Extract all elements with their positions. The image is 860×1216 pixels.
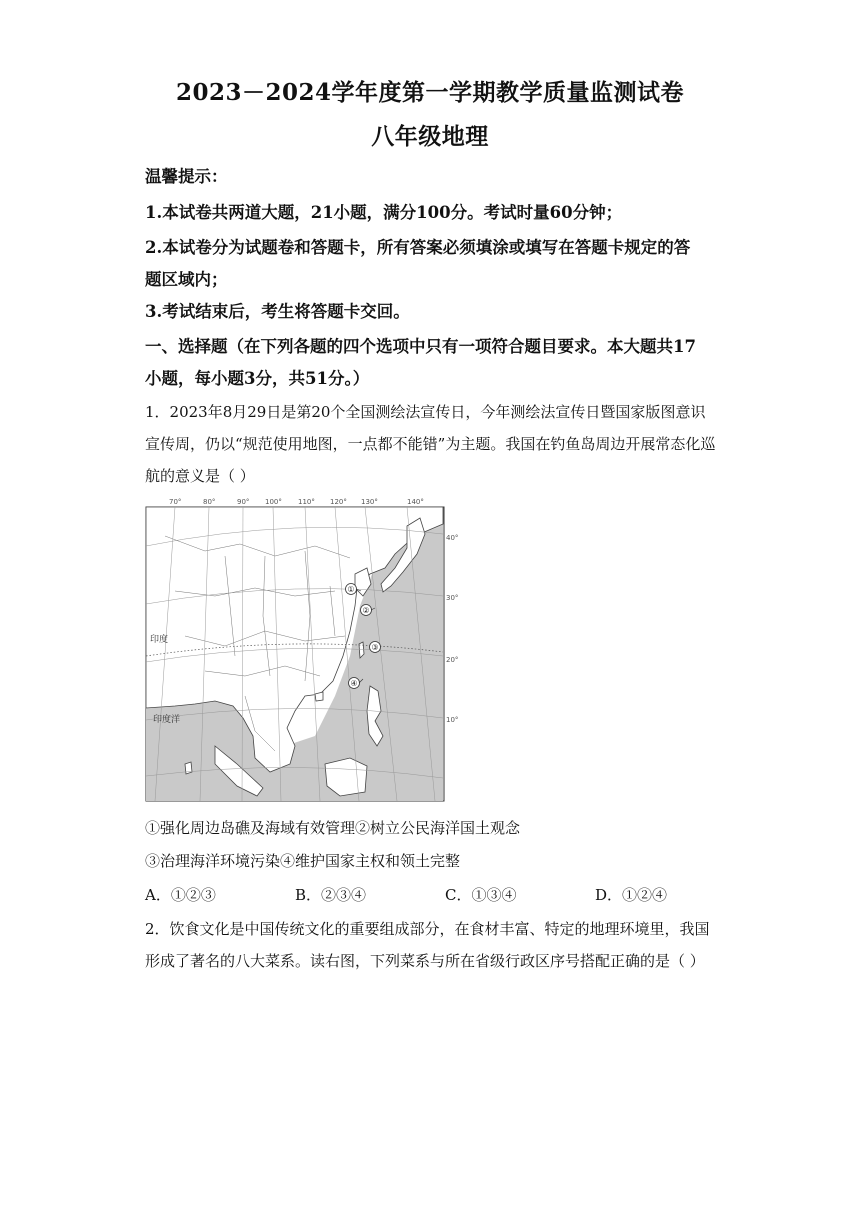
lon-label: 80°: [203, 498, 216, 506]
question-1-line-3: 航的意义是（ ）: [145, 467, 255, 485]
option-a[interactable]: A．①②③: [145, 886, 216, 904]
lon-label: 120°: [330, 498, 347, 506]
option-d[interactable]: D．①②④: [595, 886, 668, 904]
question-2-line-1: 2．饮食文化是中国传统文化的重要组成部分，在食材丰富、特定的地理环境里，我国: [145, 920, 710, 938]
exam-title: 2023－2024学年度第一学期教学质量监测试卷: [175, 79, 685, 106]
question-1-line-1: 1．2023年8月29日是第20个全国测绘法宣传日，今年测绘法宣传日暨国家版图意识: [145, 403, 706, 421]
question-1-statements-line-1: ①强化周边岛礁及海域有效管理②树立公民海洋国土观念: [145, 819, 521, 837]
tip-2-line-1: 2.本试卷分为试题卷和答题卡，所有答案必须填涂或填写在答题卡规定的答: [145, 238, 691, 257]
tip-2-line-2: 题区域内；: [145, 270, 228, 289]
east-asia-map: [145, 496, 459, 802]
lon-label: 140°: [407, 498, 424, 506]
marker-4: ④: [350, 679, 358, 688]
question-1-statements-line-2: ③治理海洋环境污染④维护国家主权和领土完整: [145, 852, 461, 870]
section-1-heading-line-2: 小题，每小题3分，共51分。）: [145, 369, 370, 388]
tip-1: 1.本试卷共两道大题，21小题，满分100分。考试时量60分钟；: [145, 203, 623, 222]
marker-1: ①: [347, 585, 355, 594]
tips-heading: 温馨提示：: [145, 167, 228, 186]
question-1-line-2: 宣传周，仍以“规范使用地图，一点都不能错”为主题。我国在钓鱼岛周边开展常态化巡: [145, 435, 716, 453]
lon-label: 110°: [298, 498, 315, 506]
lat-label: 10°: [446, 716, 459, 724]
option-b[interactable]: B．②③④: [295, 886, 367, 904]
lon-label: 90°: [237, 498, 250, 506]
lat-label: 40°: [446, 534, 459, 542]
lat-label: 30°: [446, 594, 459, 602]
marker-2: ②: [362, 606, 370, 615]
place-name-india: 印度: [150, 635, 169, 645]
lat-label: 20°: [446, 656, 459, 664]
tip-3: 3.考试结束后，考生将答题卡交回。: [145, 302, 410, 321]
section-1-heading-line-1: 一、选择题（在下列各题的四个选项中只有一项符合题目要求。本大题共17: [145, 337, 696, 356]
lon-label: 70°: [169, 498, 182, 506]
place-name-indian-ocean: 印度洋: [153, 715, 181, 725]
question-2-line-2: 形成了著名的八大菜系。读右图，下列菜系与所在省级行政区序号搭配正确的是（ ）: [145, 952, 705, 970]
lon-label: 130°: [361, 498, 378, 506]
exam-subtitle: 八年级地理: [371, 123, 489, 150]
marker-3: ③: [371, 643, 379, 652]
lon-label: 100°: [265, 498, 282, 506]
option-c[interactable]: C．①③④: [445, 886, 517, 904]
